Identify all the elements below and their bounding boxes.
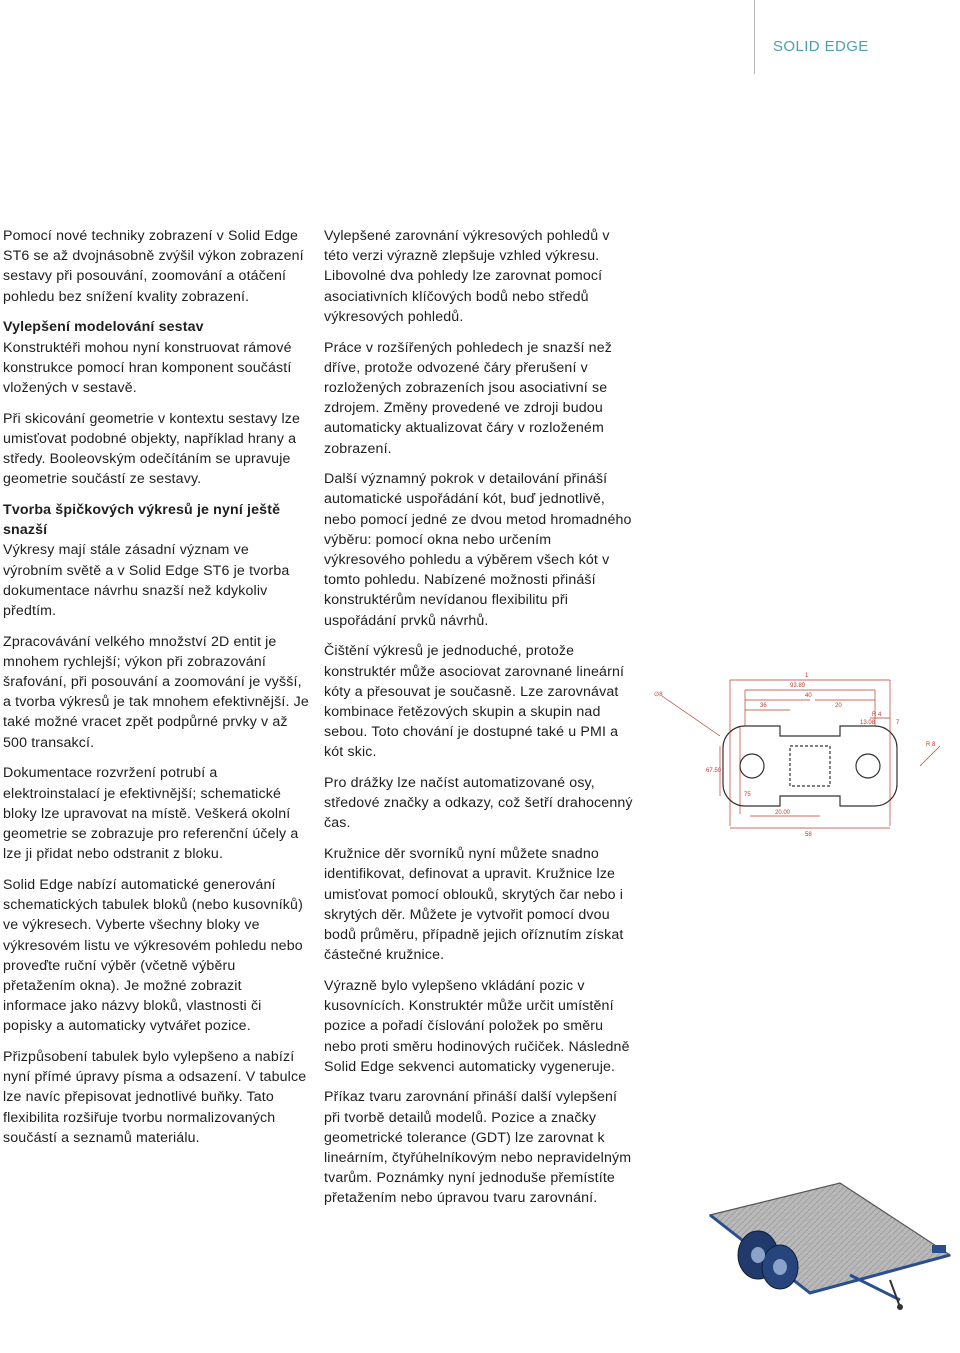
drawings-paragraph-1: Výkresy mají stále zásadní význam ve výrobním světě a v Solid Edge ST6 je tvorba dokumentace návrhu snazší než kdykoliv předtím. — [3, 542, 290, 619]
bolt-hole-circle-paragraph: Kružnice děr svorníků nyní můžete snadno identifikovat, definovat a upravit. Kružnice lze umisťovat pomocí oblouků, skrytých čar nebo i skrytých děr. Můžete je vytvořit pomocí dvou bodů průměru, případně jejich oříznutím získat částečné kružnice. — [324, 846, 624, 964]
trailer-model-svg — [700, 1175, 960, 1315]
dimension-label: R 4 — [872, 712, 882, 718]
trailer-model-figure — [700, 1175, 960, 1315]
drawings-paragraph-5: Přizpůsobení tabulek bylo vylepšeno a nabízí nyní přímé úpravy písma a odsazení. V tabulce lze navíc přepisovat jednotlivé buňky. Tato flexibilita rozšiřuje tvorbu normalizovaných součástí a seznamů materiálu. — [3, 1049, 307, 1146]
broken-views-paragraph: Práce v rozšířených pohledech je snazší než dříve, protože odvozené čáry přerušení v rozložených zobrazeních jsou asociativní se zdrojem. Změny provedené ve zdroji budou automaticky aktualizovat čáry v rozloženém zobrazení. — [324, 339, 612, 457]
dimension-label: 93.89 — [790, 683, 806, 689]
dimension-arrangement-paragraph: Další významný pokrok v detailování přináší automatické uspořádání kót, buď jednotlivě, nebo pomocí jedné ze dvou metod hromadného výběru: pomocí okna nebo určením výkresového pohledu a výběrem všech kót v tomto pohledu. Nabízené možnosti přináší konstruktérům nevídanou flexibilitu při uspořádání prvků návrhů. — [324, 471, 632, 629]
intro-paragraph: Pomocí nové techniky zobrazení v Solid Edge ST6 se až dvojnásobně zvýšil výkon zobrazení sestavy při posouvání, zoomování a otáčení pohledu bez snížení kvality zobrazení. — [3, 228, 304, 305]
dimension-label: 1 — [805, 673, 809, 679]
dimension-label: 36 — [760, 703, 767, 709]
drawings-paragraph-3: Dokumentace rozvržení potrubí a elektroinstalací je efektivnější; schematické bloky lze upravovat na místě. Veškerá okolní geometrie se zobrazuje pro referenční účely a lze ji přidat nebo odstranit z bloku. — [3, 765, 299, 863]
view-alignment-paragraph: Vylepšené zarovnání výkresových pohledů v této verzi výrazně zlepšuje vzhled výkresu. Libovolné dva pohledy lze zarovnat pomocí asociativních klíčových bodů nebo středů výkresových pohledů. — [324, 228, 610, 325]
dimension-label: 13.08 — [860, 720, 876, 726]
dimension-label: 20 — [835, 703, 842, 709]
balloon-placement-paragraph: Výrazně bylo vylepšeno vkládání pozic v kusovnících. Konstruktér může určit umístění pozice a pořadí číslování položek po směru nebo proti směru hodinových ručiček. Následně Solid Edge sekvenci automaticky vygeneruje. — [324, 977, 630, 1075]
dimension-label: 75 — [744, 792, 751, 798]
dimension-label: 67.50 — [706, 768, 722, 774]
dimension-label: 40 — [805, 693, 812, 699]
section-heading-assembly: Vylepšení modelování sestav — [3, 319, 204, 336]
dimension-label: 7 — [896, 720, 900, 726]
dimensioned-drawing-figure — [640, 666, 960, 846]
dimension-label: ∅8 — [654, 692, 663, 698]
drawing-cleanup-paragraph: Čištění výkresů je jednoduché, protože konstruktér může asociovat zarovnané lineární kóty a přesouvat je současně. Lze zarovnávat kombinace řetězových skupin a skupin nad sebou. Toto chování je dostupné také u PMI a kót skic. — [324, 643, 625, 761]
dimensioned-drawing-svg — [640, 666, 960, 846]
drawings-paragraph-2: Zpracovávání velkého množství 2D entit je mnohem rychlejší; výkon při zobrazování šrafování, při posouvání a zoomování je vyšší, a tvorba výkresů je tak mnohem efektivnější. Je také možné vracet zpět podpůrné prvky v až 500 transakcí. — [3, 633, 309, 751]
assembly-paragraph-2: Při skicování geometrie v kontextu sestavy lze umisťovat podobné objekty, například hrany a středy. Booleovským odečítáním se upravuje geometrie součástí ze sestavy. — [3, 410, 301, 488]
dimension-label: 58 — [805, 832, 812, 838]
dimension-label: 20.00 — [775, 810, 791, 816]
dimension-label: R 8 — [926, 742, 936, 748]
slot-annotation-paragraph: Pro drážky lze načíst automatizované osy, středové značky a odkazy, což šetří drahocenný čas. — [324, 775, 633, 832]
assembly-paragraph-1: Konstruktéři mohou nyní konstruovat rámové konstrukce pomocí hran komponent součástí vložených v sestavě. — [3, 339, 292, 396]
align-shape-paragraph: Příkaz tvaru zarovnání přináší další vylepšení při tvorbě detailů modelů. Pozice a značky geometrické tolerance (GDT) lze zarovnat k lineárním, čtyřúhelníkovým nebo nepravidelným tvarům. Poznámky nyní jednoduše přemístíte přetažením nebo úpravou tvaru zarovnání. — [324, 1089, 632, 1207]
right-column — [324, 226, 634, 1219]
section-heading-drawings: Tvorba špičkových výkresů je nyní ještě snazší — [3, 501, 281, 539]
brand-name: SOLID EDGE — [773, 38, 869, 55]
drawings-paragraph-4: Solid Edge nabízí automatické generování schematických tabulek bloků (nebo kusovníků) ve výkresech. Vyberte všechny bloky ve výkresovém listu ve výkresovém pohledu nebo proveďte ruční výběr (včetně výběru přetažením okna). Je možné zobrazit informace jako názvy bloků, vlastnosti či popisky a automaticky vytvářet pozice. — [3, 876, 303, 1035]
header-divider — [754, 0, 755, 74]
left-column — [3, 226, 309, 1159]
